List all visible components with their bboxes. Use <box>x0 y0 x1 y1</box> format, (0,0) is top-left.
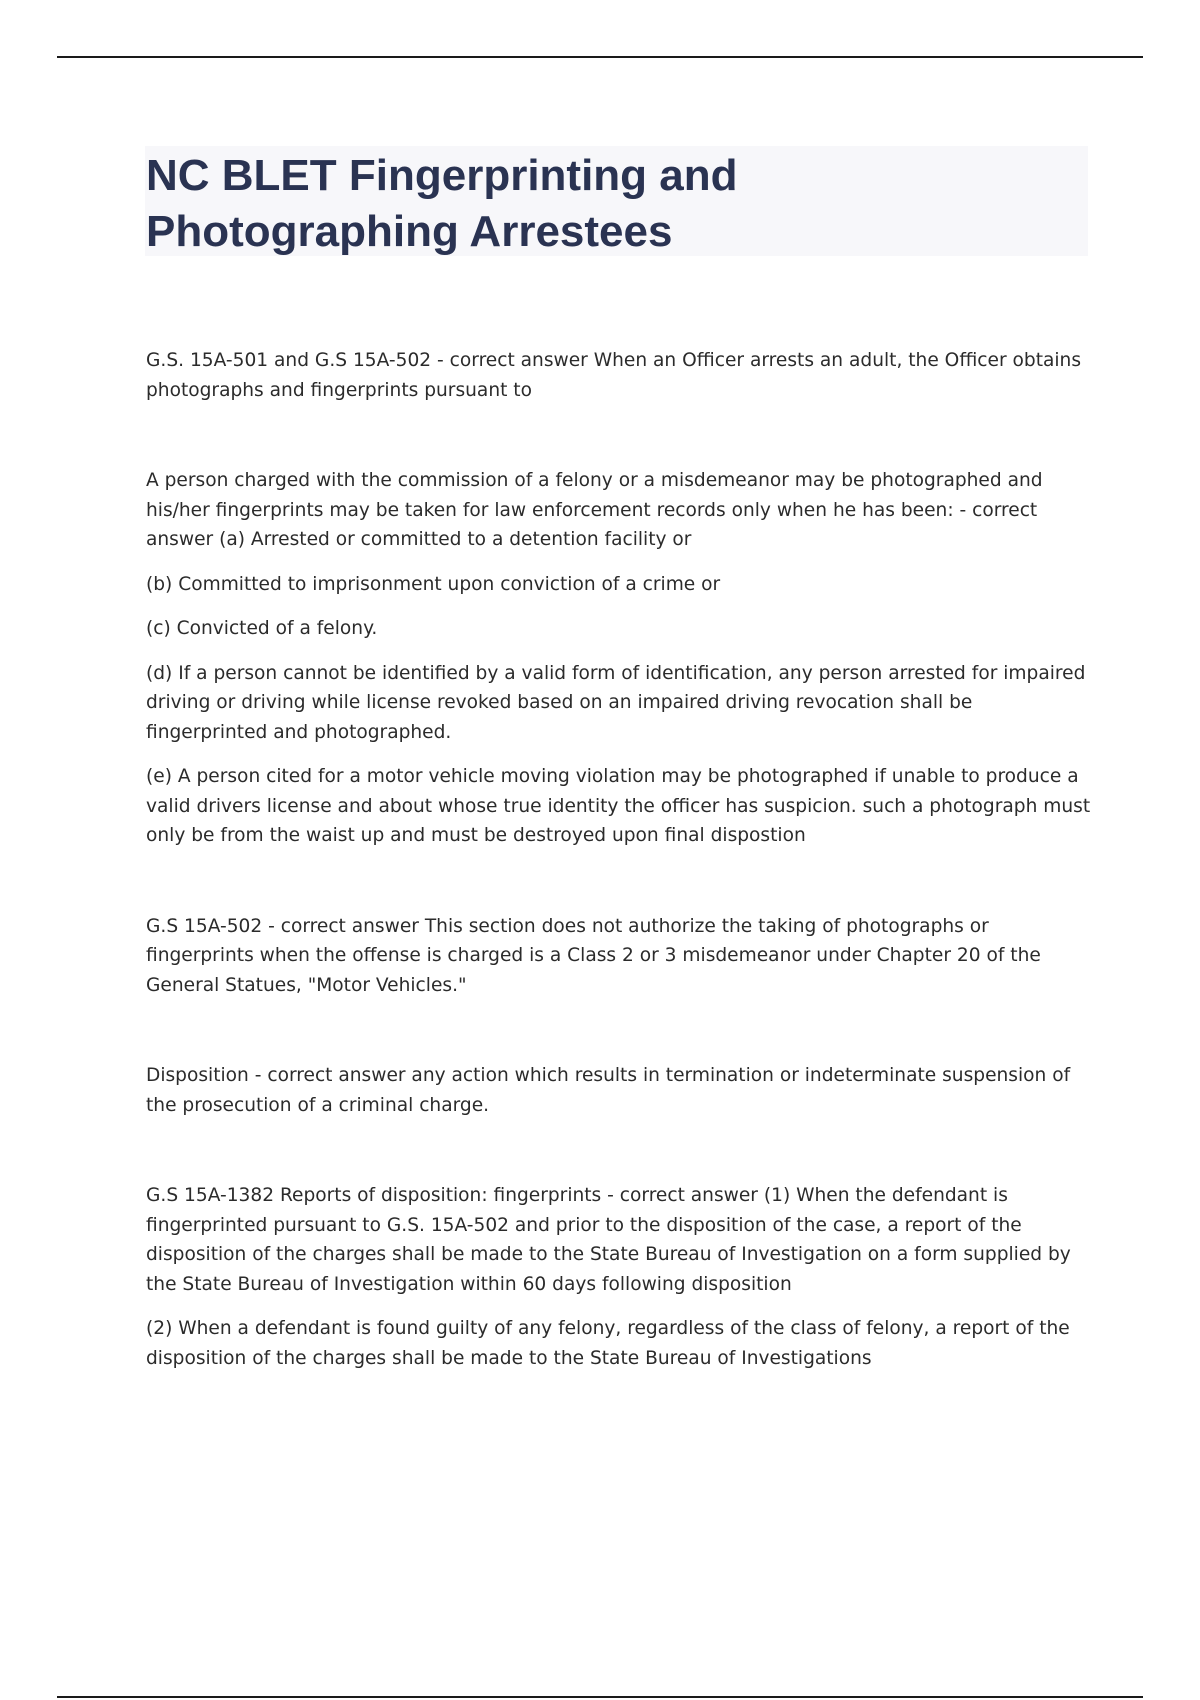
top-rule <box>57 56 1143 58</box>
paragraph-item-e: (e) A person cited for a motor vehicle moving violation may be photographed if unable to produce a valid drivers license and about whose true identity the officer has suspicion. such a photograph must only be from the waist up and must be destroyed upon final dispostion <box>146 766 1091 846</box>
paragraph-person-charged: A person charged with the commission of a felony or a misdemeanor may be photographed and his/her fingerprints may be taken for law enforcement records only when he has been: - correct answer (a) Arrested or committed to a detention facility or <box>146 470 1043 550</box>
paragraph-gs-502: G.S 15A-502 - correct answer This section does not authorize the taking of photographs or fingerprints when the offense is charged is a Class 2 or 3 misdemeanor under Chapter 20 of the General Statues, "Motor Vehicles." <box>146 915 1041 996</box>
paragraph-gs-1382: G.S 15A-1382 Reports of disposition: fingerprints - correct answer (1) When the defendant is fingerprinted pursuant to G.S. 15A-502 and prior to the disposition of the case, a report of the disposition of the charges shall be made to the State Bureau of Investigation on a form supplied by the State Bureau of Investigation within 60 days following disposition <box>146 1185 1071 1295</box>
bottom-rule <box>57 1696 1143 1698</box>
title-line-2: Photographing Arrestees <box>146 207 673 256</box>
paragraph-item-b: (b) Committed to imprisonment upon conviction of a crime or <box>146 573 721 595</box>
paragraph-item-2: (2) When a defendant is found guilty of any felony, regardless of the class of felony, a report of the disposition of the charges shall be made to the State Bureau of Investigations <box>146 1318 1070 1369</box>
title-line-1: NC BLET Fingerprinting and <box>146 151 738 200</box>
paragraph-disposition: Disposition - correct answer any action which results in termination or indeterminate suspension of the prosecution of a criminal charge. <box>146 1065 1071 1116</box>
page-title <box>146 148 1046 260</box>
document-body <box>146 346 1091 1373</box>
paragraph-item-d: (d) If a person cannot be identified by a valid form of identification, any person arrested for impaired driving or driving while license revoked based on an impaired driving revocation shall be fingerprinted and photographed. <box>146 662 1086 743</box>
paragraph-gs-501-502: G.S. 15A-501 and G.S 15A-502 - correct answer When an Officer arrests an adult, the Officer obtains photographs and fingerprints pursuant to <box>146 350 1082 401</box>
paragraph-item-c: (c) Convicted of a felony. <box>146 618 378 639</box>
